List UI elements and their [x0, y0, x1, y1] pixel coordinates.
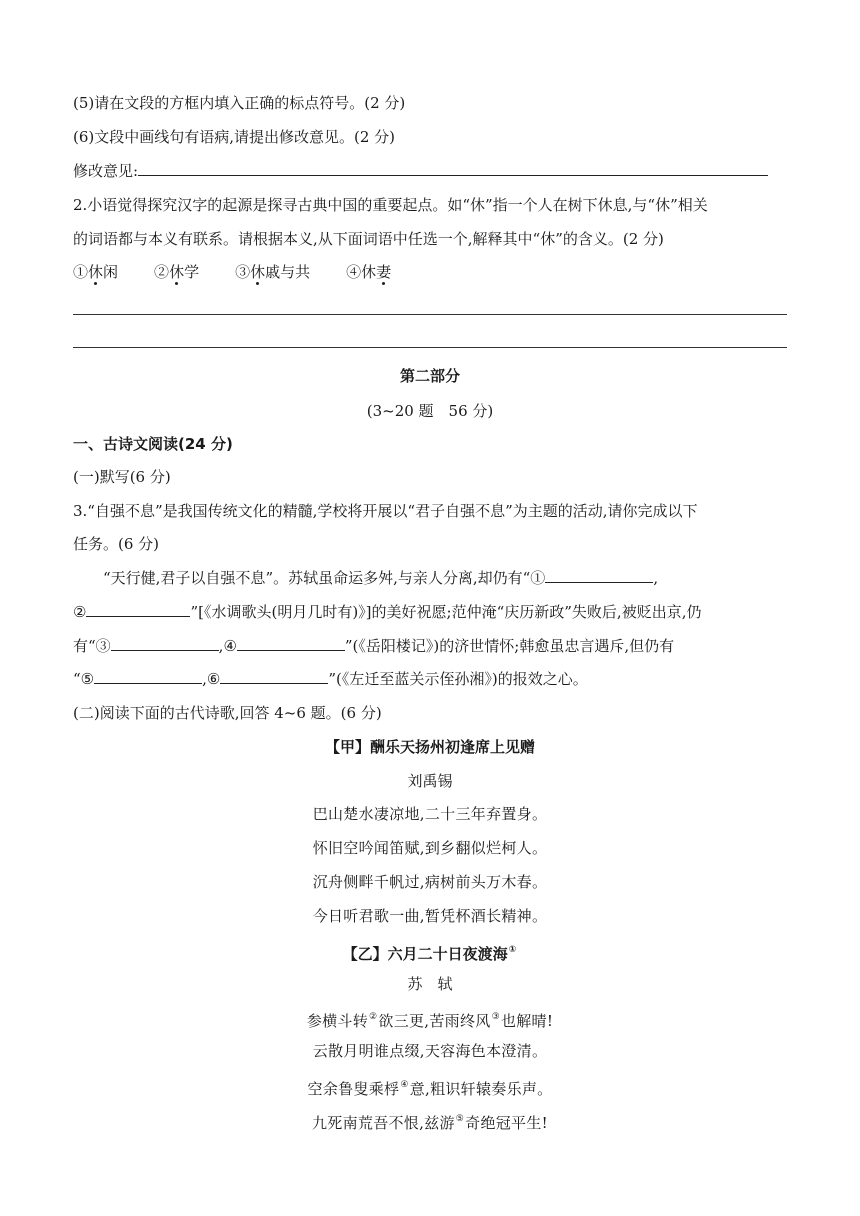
q3-para-line-4: “⑤ ,⑥ ”(《左迁至蓝关示侄孙湘》)的报效之心。: [73, 670, 588, 688]
poem-1-line-3: 沉舟侧畔千帆过,病树前头万木春。: [312, 873, 548, 891]
section-1-heading: 一、古诗文阅读(24 分): [73, 435, 233, 453]
q3-para-line-2: ② ”[《水调歌头(明月几时有)》]的美好祝愿;范仲淹“庆历新政”失败后,被贬出京,仍: [73, 603, 702, 621]
poem-2-line-3: 空余鲁叟乘桴④意,粗识轩辕奏乐声。: [307, 1080, 553, 1098]
poem-1-line-2: 怀旧空吟闻笛赋,到乡翻似烂柯人。: [312, 839, 548, 857]
answer-rule-1[interactable]: [73, 314, 787, 315]
question-2-line-1: 2.小语觉得探究汉字的起源是探寻古典中国的重要起点。如“休”指一个人在树下休息,与“休”相关: [73, 196, 708, 214]
q3-para-line-1: “天行健,君子以自强不息”。苏轼虽命运多舛,与亲人分离,却仍有“① ,: [103, 569, 659, 587]
poem-2-title: 【乙】六月二十日夜渡海①: [342, 945, 517, 963]
blank-3[interactable]: [111, 636, 219, 651]
question-5: (5)请在文段的方框内填入正确的标点符号。(2 分): [73, 94, 406, 112]
option-2: ②休学: [154, 263, 200, 281]
option-3: ③休戚与共: [235, 263, 311, 281]
footnote-marker: ①: [508, 945, 517, 955]
blank-2[interactable]: [86, 602, 190, 617]
answer-line-q6: [73, 161, 768, 181]
option-1: ①休闲: [73, 263, 119, 281]
question-6: (6)文段中画线句有语病,请提出修改意见。(2 分): [73, 128, 396, 146]
poem-1-author: 刘禹锡: [407, 772, 453, 790]
question-2-line-2: 的词语都与本义有联系。请根据本义,从下面词语中任选一个,解释其中“休”的含义。(2 分): [73, 230, 664, 248]
question-3-line-1: 3.“自强不息”是我国传统文化的精髓,学校将开展以“君子自强不息”为主题的活动,请你完成以下: [73, 502, 698, 520]
option-4: ④休妻: [346, 263, 392, 281]
question-3-line-2: 任务。(6 分): [73, 535, 160, 553]
blank-4[interactable]: [237, 636, 345, 651]
blank-6[interactable]: [220, 669, 328, 684]
poem-2-line-1: 参横斗转②欲三更,苦雨终风③也解晴!: [306, 1012, 554, 1030]
poem-2-line-4: 九死南荒吾不恨,兹游⑤奇绝冠平生!: [312, 1114, 548, 1132]
answer-rule-2[interactable]: [73, 347, 787, 348]
blank-5[interactable]: [94, 669, 202, 684]
blank-1[interactable]: [545, 568, 653, 583]
poem-1-line-4: 今日听君歌一曲,暂凭杯酒长精神。: [312, 907, 548, 925]
q3-para-line-3: 有“③ ,④ ”(《岳阳楼记》)的济世情怀;韩愈虽忠言遇斥,但仍有: [73, 637, 675, 655]
subsection-2-heading: (二)阅读下面的古代诗歌,回答 4~6 题。(6 分): [73, 704, 382, 722]
subsection-1-heading: (一)默写(6 分): [73, 468, 171, 486]
poem-2-line-2: 云散月明谁点缀,天容海色本澄清。: [312, 1042, 548, 1060]
question-2-options: [73, 262, 427, 282]
poem-2-author: 苏 轼: [407, 975, 453, 993]
answer-blank[interactable]: [138, 161, 768, 176]
answer-label: 修改意见:: [73, 162, 139, 180]
poem-1-title: 【甲】酬乐天扬州初逢席上见赠: [324, 738, 535, 756]
part-2-title: 第二部分: [399, 367, 460, 385]
poem-1-line-1: 巴山楚水凄凉地,二十三年弃置身。: [312, 805, 548, 823]
part-2-subtitle: (3~20 题 56 分): [366, 402, 494, 420]
